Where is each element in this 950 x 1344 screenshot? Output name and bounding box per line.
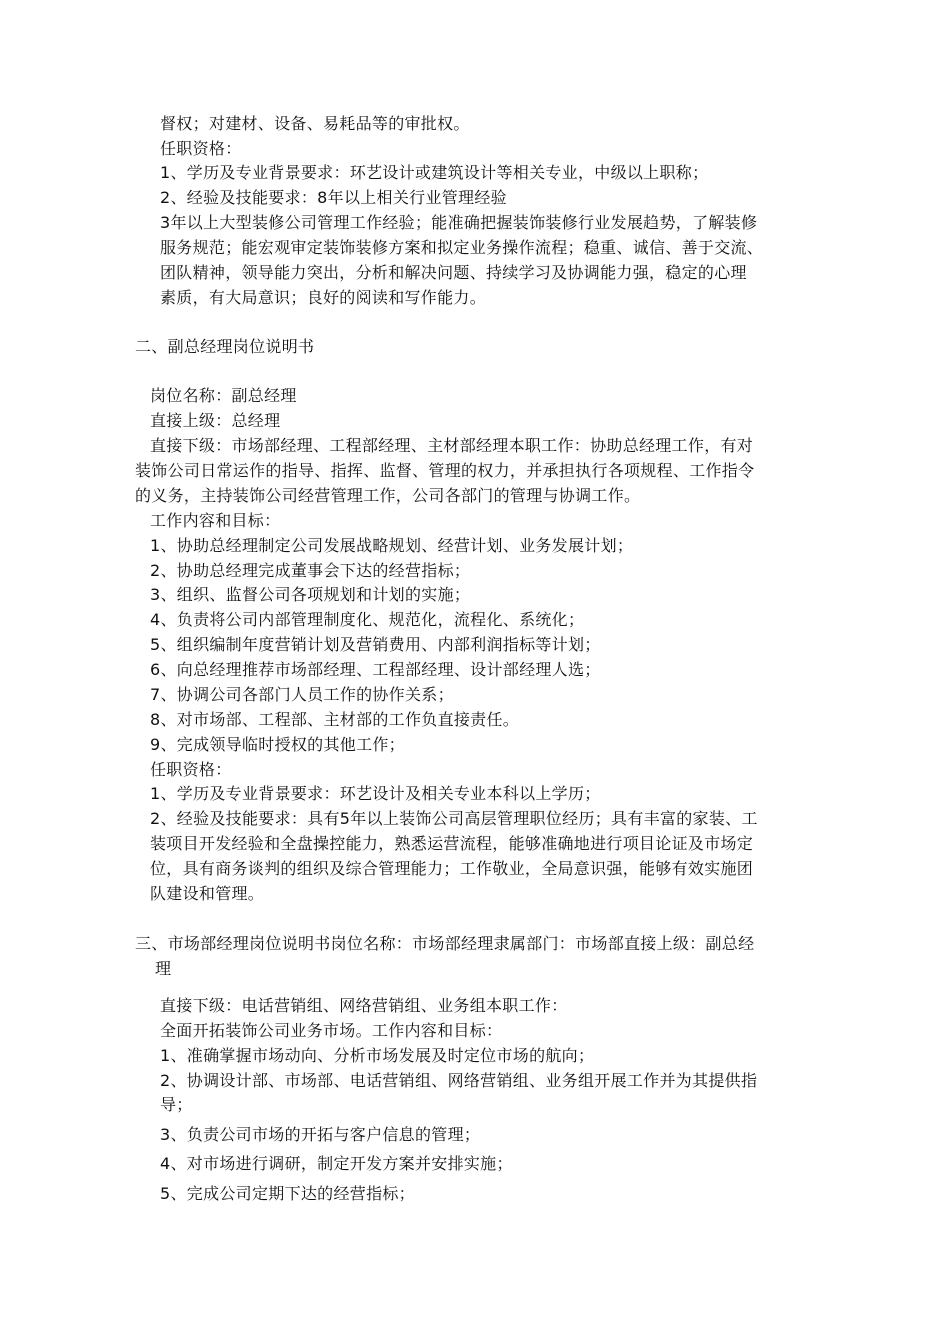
paragraph-line: 装饰公司日常运作的指导、指挥、监督、管理的权力，并承担执行各项规程、工作指令	[135, 461, 755, 480]
list-item: 5、完成公司定期下达的经营指标；	[160, 1184, 415, 1203]
list-item: 5、组织编制年度营销计划及营销费用、内部利润指标等计划；	[150, 635, 601, 654]
direct-subordinates: 直接下级：电话营销组、网络营销组、业务组本职工作：	[160, 996, 568, 1015]
list-item: 9、完成领导临时授权的其他工作；	[150, 735, 405, 754]
list-item-continued: 导；	[160, 1095, 193, 1114]
section-title-continued: 理	[155, 959, 172, 978]
qualification-heading: 任职资格：	[160, 139, 242, 158]
duty-line: 全面开拓装饰公司业务市场。工作内容和目标：	[160, 1021, 503, 1040]
direct-superior: 直接上级：总经理	[150, 411, 281, 430]
paragraph-line: 2、经验及技能要求：具有5年以上装饰公司高层管理职位经历；具有丰富的家装、工	[150, 809, 758, 828]
paragraph-line: 的义务，主持装饰公司经营管理工作，公司各部门的管理与协调工作。	[135, 486, 641, 505]
list-item: 1、准确掌握市场动向、分析市场发展及时定位市场的航向；	[160, 1046, 595, 1065]
list-item: 6、向总经理推荐市场部经理、工程部经理、设计部经理人选；	[150, 660, 601, 679]
paragraph-line: 位，具有商务谈判的组织及综合管理能力；工作敬业，全局意识强，能够有效实施团	[150, 859, 754, 878]
paragraph-line: 服务规范；能宏观审定装饰装修方案和拟定业务操作流程；稳重、诚信、善于交流、	[160, 238, 764, 257]
paragraph-line: 督权；对建材、设备、易耗品等的审批权。	[160, 114, 470, 133]
paragraph-line: 直接下级：市场部经理、工程部经理、主材部经理本职工作：协助总经理工作，有对	[150, 436, 754, 455]
position-name: 岗位名称：副总经理	[150, 386, 297, 405]
list-item: 1、学历及专业背景要求：环艺设计及相关专业本科以上学历；	[150, 784, 601, 803]
paragraph-line: 3年以上大型装修公司管理工作经验；能准确把握装饰装修行业发展趋势，了解装修	[160, 213, 758, 232]
list-item: 4、对市场进行调研，制定开发方案并安排实施；	[160, 1154, 513, 1173]
list-item: 7、协调公司各部门人员工作的协作关系；	[150, 685, 454, 704]
qualification-heading: 任职资格：	[150, 760, 232, 779]
paragraph-line: 装项目开发经验和全盘操控能力，熟悉运营流程，能够准确地进行项目论证及市场定	[150, 834, 754, 853]
list-item: 2、协助总经理完成董事会下达的经营指标；	[150, 561, 471, 580]
section-title: 二、副总经理岗位说明书	[135, 337, 315, 356]
list-item: 2、经验及技能要求：8年以上相关行业管理经验	[160, 188, 507, 207]
list-item: 3、组织、监督公司各项规划和计划的实施；	[150, 585, 471, 604]
list-item: 4、负责将公司内部管理制度化、规范化，流程化、系统化；	[150, 610, 585, 629]
content-heading: 工作内容和目标：	[150, 511, 281, 530]
list-item: 1、协助总经理制定公司发展战略规划、经营计划、业务发展计划；	[150, 536, 634, 555]
paragraph-line: 素质，有大局意识；良好的阅读和写作能力。	[160, 288, 487, 307]
list-item: 8、对市场部、工程部、主材部的工作负直接责任。	[150, 710, 520, 729]
list-item: 3、负责公司市场的开拓与客户信息的管理；	[160, 1125, 481, 1144]
section-title: 三、市场部经理岗位说明书岗位名称：市场部经理隶属部门：市场部直接上级：副总经	[135, 934, 755, 953]
paragraph-line: 团队精神，领导能力突出，分析和解决问题、持续学习及协调能力强，稳定的心理	[160, 263, 747, 282]
paragraph-line: 队建设和管理。	[150, 884, 265, 903]
list-item: 1、学历及专业背景要求：环艺设计或建筑设计等相关专业，中级以上职称；	[160, 163, 709, 182]
list-item: 2、协调设计部、市场部、电话营销组、网络营销组、业务组开展工作并为其提供指	[160, 1071, 758, 1090]
